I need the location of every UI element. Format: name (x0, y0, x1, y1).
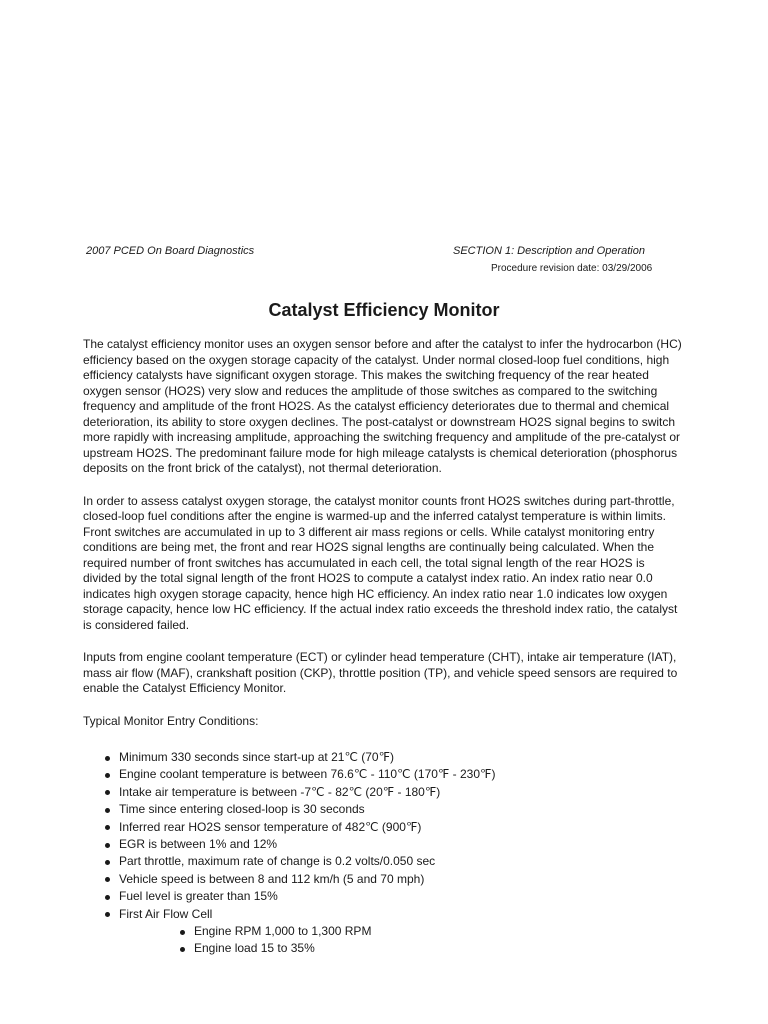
bullet-icon (105, 756, 110, 761)
list-item-text: Inferred rear HO2S sensor temperature of 482℃ (900℉) (119, 819, 422, 834)
list-item-text: First Air Flow Cell (119, 906, 213, 921)
document-body (83, 337, 684, 958)
entry-conditions-list (83, 749, 684, 958)
paragraph-inputs: Inputs from engine coolant temperature (ECT) or cylinder head temperature (CHT), intake air temperature (IAT), mass air flow (MAF), crankshaft position (CKP), throttle position (TP), and vehicle speed sensors are required to enable the Catalyst Efficiency Monitor. (83, 650, 678, 695)
paragraph-oxygen-storage: In order to assess catalyst oxygen storage, the catalyst monitor counts front HO2S switches during part-throttle, closed-loop fuel conditions after the engine is warmed-up and the inferred catalyst temperature is within limits. Front switches are accumulated in up to 3 different air mass regions or cells. While catalyst monitoring entry conditions are being met, the front and rear HO2S signal lengths are continually being calculated. When the required number of front switches has accumulated in each cell, the total signal length of the rear HO2S is divided by the total signal length of the front HO2S to compute a catalyst index ratio. An index ratio near 0.0 indicates high oxygen storage capacity, hence high HC efficiency. An index ratio near 1.0 indicates low oxygen storage capacity, hence low HC efficiency. If the actual index ratio exceeds the threshold index ratio, the catalyst is considered failed. (83, 493, 678, 632)
sub-list-item-text: Engine RPM 1,000 to 1,300 RPM (194, 924, 372, 939)
list-item (83, 888, 684, 905)
list-item-text: Minimum 330 seconds since start-up at 21℃ (70℉) (119, 750, 395, 764)
list-item (83, 836, 684, 853)
page-title: Catalyst Efficiency Monitor (268, 300, 500, 320)
list-item-text: Vehicle speed is between 8 and 112 km/h (5 and 70 mph) (119, 871, 425, 886)
list-item (83, 906, 684, 958)
air-flow-cell-sublist (119, 923, 684, 958)
bullet-icon (105, 912, 110, 917)
bullet-icon (105, 877, 110, 882)
list-item (83, 853, 684, 870)
document-section-label: SECTION 1: Description and Operation (453, 245, 645, 257)
paragraph-monitor-description: The catalyst efficiency monitor uses an oxygen sensor before and after the catalyst to infer the hydrocarbon (HC) efficiency based on the oxygen storage capacity of the catalyst. Under normal closed-loop fuel conditions, high efficiency catalysts have significant oxygen storage. This makes the switching frequency of the rear heated oxygen sensor (HO2S) very slow and reduces the amplitude of those switches as compared to the switching frequency and amplitude of the front HO2S. As the catalyst efficiency deteriorates due to thermal and chemical deterioration, its ability to store oxygen declines. The post-catalyst or downstream HO2S signal begins to switch more rapidly with increasing amplitude, approaching the switching frequency and amplitude of the pre-catalyst or upstream HO2S. The predominant failure mode for high mileage catalysts is chemical deterioration (phosphorus deposits on the front brick of the catalyst), not thermal deterioration. (83, 337, 682, 475)
list-item-text: Part throttle, maximum rate of change is 0.2 volts/0.050 sec (119, 854, 436, 869)
bullet-icon (105, 790, 110, 795)
list-item (83, 801, 684, 818)
list-item-text: Fuel level is greater than 15% (119, 889, 278, 904)
bullet-icon (180, 930, 185, 935)
bullet-icon (180, 947, 185, 952)
bullet-icon (105, 773, 110, 778)
list-item-text: EGR is between 1% and 12% (119, 837, 278, 852)
list-item (83, 819, 684, 836)
list-item-text: Intake air temperature is between -7℃ - 82℃ (20℉ - 180℉) (119, 784, 441, 799)
bullet-icon (105, 843, 110, 848)
list-item (83, 871, 684, 888)
bullet-icon (105, 895, 110, 900)
list-item-text: Time since entering closed-loop is 30 seconds (119, 802, 365, 817)
revision-date: Procedure revision date: 03/29/2006 (491, 263, 653, 274)
bullet-icon (105, 860, 110, 865)
list-item (83, 784, 684, 801)
sub-list-item-text: Engine load 15 to 35% (194, 941, 315, 956)
list-item (83, 766, 684, 783)
bullet-icon (105, 825, 110, 830)
sub-list-item (119, 940, 684, 957)
sub-list-item (119, 923, 684, 940)
document-header-title: 2007 PCED On Board Diagnostics (86, 245, 255, 257)
bullet-icon (105, 808, 110, 813)
list-item (83, 749, 684, 766)
list-item-text: Engine coolant temperature is between 76.6℃ - 110℃ (170℉ - 230℉) (119, 767, 496, 782)
conditions-heading: Typical Monitor Entry Conditions: (83, 713, 259, 728)
